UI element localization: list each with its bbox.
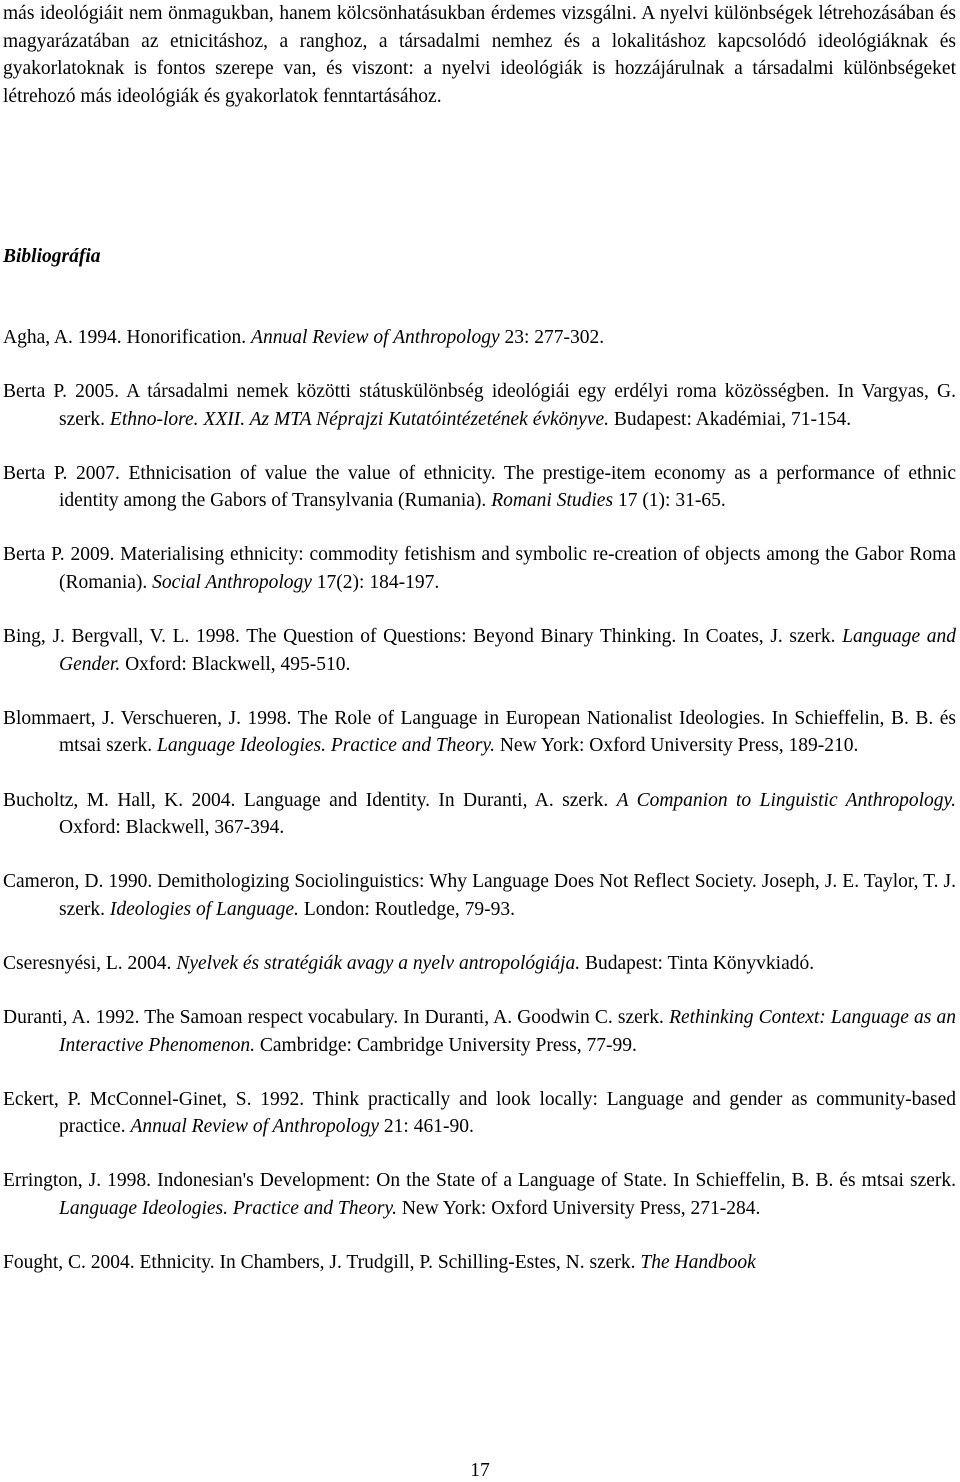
- reference-entry: [3, 460, 956, 515]
- reference-entry: [3, 787, 956, 842]
- reference-title: Language Ideologies. Practice and Theory.: [59, 1197, 397, 1219]
- reference-title: The Handbook: [640, 1252, 756, 1274]
- reference-title: Rethinking Context: Language as an Interactive Phenomenon.: [59, 1007, 957, 1056]
- reference-text: 17(2): 184-197.: [311, 572, 440, 594]
- reference-title: Social Anthropology: [152, 572, 312, 594]
- reference-entry: [3, 868, 956, 923]
- reference-text: New York: Oxford University Press, 189-210.: [494, 735, 859, 757]
- reference-text: Bing, J. Bergvall, V. L. 1998. The Question of Questions: Beyond Binary Thinking. In Coates, J. szerk.: [3, 626, 843, 648]
- reference-entry: [3, 378, 956, 433]
- reference-text: New York: Oxford University Press, 271-284.: [396, 1197, 761, 1219]
- reference-title: Romani Studies: [491, 490, 614, 512]
- reference-text: Berta P. 2005. A társadalmi nemek közötti státuskülönbség ideológiái egy erdélyi roma közösségben. In Vargyas, G. szerk.: [3, 381, 956, 430]
- reference-entry: [3, 1004, 956, 1059]
- reference-entry: [3, 324, 956, 352]
- reference-text: Eckert, P. McConnel-Ginet, S. 1992. Think practically and look locally: Language and gender as community-based practice.: [3, 1088, 956, 1138]
- reference-text: Budapest: Akadémiai, 71-154.: [609, 408, 852, 430]
- reference-text: London: Routledge, 79-93.: [298, 898, 516, 920]
- reference-title: Ideologies of Language.: [109, 898, 299, 920]
- reference-text: 17 (1): 31-65.: [613, 490, 726, 512]
- reference-entry: [3, 950, 956, 978]
- reference-title: Ethno-lore. XXII. Az MTA Néprajzi Kutatóintézetének évkönyve.: [109, 408, 610, 430]
- reference-text: Oxford: Blackwell, 367-394.: [59, 817, 285, 839]
- reference-text: Berta P. 2007. Ethnicisation of value the value of ethnicity. The prestige-item economy as a performance of ethnic identity among the Gabors of Transylvania (Rumania).: [3, 462, 956, 512]
- reference-entry: [3, 1249, 956, 1277]
- reference-entry: [3, 623, 956, 678]
- reference-text: Cseresnyési, L. 2004.: [3, 952, 177, 974]
- bibliography-heading: Bibliográfia: [3, 246, 101, 267]
- reference-text: Blommaert, J. Verschueren, J. 1998. The Role of Language in European Nationalist Ideologies. In Schieffelin, B. B. és mtsai szerk.: [3, 707, 956, 757]
- reference-entry: [3, 705, 956, 760]
- reference-title: Annual Review of Anthropology: [130, 1116, 380, 1138]
- reference-text: 21: 461-90.: [379, 1116, 474, 1138]
- reference-text: Bucholtz, M. Hall, K. 2004. Language and Identity. In Duranti, A. szerk.: [3, 789, 617, 811]
- reference-text: 23: 277-302.: [499, 327, 605, 348]
- reference-text: Fought, C. 2004. Ethnicity. In Chambers, J. Trudgill, P. Schilling-Estes, N. szerk.: [3, 1252, 641, 1274]
- reference-text: Duranti, A. 1992. The Samoan respect vocabulary. In Duranti, A. Goodwin C. szerk.: [3, 1007, 670, 1028]
- reference-title: Language and Gender.: [59, 626, 957, 675]
- page-number: 17: [470, 1460, 490, 1481]
- intro-paragraph: más ideológiáit nem önmagukban, hanem kölcsönhatásukban érdemes vizsgálni. A nyelvi különbségek létrehozásában és magyarázatában az etnicitáshoz, a ranghoz, a társadalmi nemhez és a lokalitáshoz kapcsolódó ideológiáknak és gyakorlatoknak is fontos szerepe van, és viszont: a nyelvi ideológiák is hozzájárulnak a társadalmi különbségeket létrehozó más ideológiák és gyakorlatok fenntartásához.: [3, 3, 956, 107]
- reference-title: Nyelvek és stratégiák avagy a nyelv antropológiája.: [176, 952, 581, 974]
- reference-text: Oxford: Blackwell, 495-510.: [120, 653, 351, 675]
- reference-entry: [3, 1086, 956, 1141]
- reference-text: Errington, J. 1998. Indonesian's Development: On the State of a Language of State. In Schieffelin, B. B. és mtsai szerk.: [3, 1170, 956, 1192]
- reference-text: Berta P. 2009. Materialising ethnicity: commodity fetishism and symbolic re-creation of objects among the Gabor Roma (Romania).: [3, 544, 956, 594]
- reference-text: Budapest: Tinta Könyvkiadó.: [580, 952, 815, 974]
- reference-entry: [3, 1167, 956, 1222]
- reference-title: A Companion to Linguistic Anthropology.: [616, 789, 956, 811]
- bibliography-list: [3, 324, 956, 1303]
- reference-text: Agha, A. 1994. Honorification.: [3, 327, 252, 348]
- reference-title: Annual Review of Anthropology: [251, 327, 500, 348]
- reference-title: Language Ideologies. Practice and Theory.: [157, 735, 495, 757]
- reference-text: Cambridge: Cambridge University Press, 77-99.: [255, 1034, 637, 1056]
- reference-text: Cameron, D. 1990. Demithologizing Sociolinguistics: Why Language Does Not Reflect Society. Joseph, J. E. Taylor, T. J. szerk.: [3, 871, 956, 920]
- reference-entry: [3, 541, 956, 596]
